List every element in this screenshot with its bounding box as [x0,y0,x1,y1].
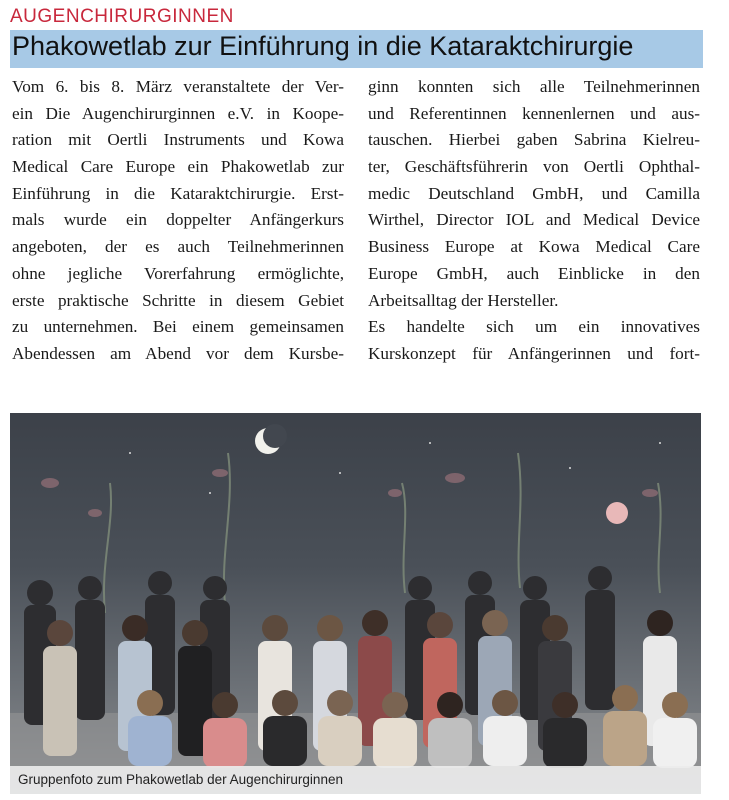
text-line: angeboten, der es auch Teilnehmerinnen [12,237,344,257]
group-photo-illustration [10,413,701,794]
article-column-left [12,74,344,368]
group-photo [10,413,701,794]
article-column-right [368,74,700,368]
text-line: Arbeitsalltag der Hersteller. [368,290,559,310]
text-line: mals wurde ein doppelter Anfängerkurs [12,210,344,230]
photo-caption: Gruppenfoto zum Phakowetlab der Augenchirurginnen [10,766,701,794]
text-line: ration mit Oertli Instruments und Kowa [12,130,344,150]
text-line: ohne jegliche Vorerfahrung ermöglichte, [12,263,344,283]
text-line: zu unternehmen. Bei einem gemeinsamen [12,317,344,337]
text-line: Abendessen am Abend vor dem Kursbe- [12,343,344,363]
text-line: Wirthel, Director IOL and Medical Device [368,210,700,230]
text-line: Medical Care Europe ein Phakowetlab zur [12,157,344,177]
text-line: medic Deutschland GmbH, und Camilla [368,183,700,203]
text-line: erste praktische Schritte in diesem Gebiet [12,290,344,310]
section-label: AUGENCHIRURGINNEN [10,6,234,27]
text-line: ein Die Augenchirurginnen e.V. in Koope- [12,103,344,123]
text-line: Europe GmbH, auch Einblicke in den [368,263,700,283]
text-line: Vom 6. bis 8. März veranstaltete der Ver- [12,77,344,96]
text-line: Kurskonzept für Anfängerinnen und fort- [368,343,700,363]
text-line: Einführung in die Kataraktchirurgie. Erst- [12,183,344,203]
text-line: tauschen. Hierbei gaben Sabrina Kielreu- [368,130,700,150]
text-line: ginn konnten sich alle Teilnehmerinnen [368,77,700,96]
article-title: Phakowetlab zur Einführung in die Kataraktchirurgie [12,31,634,61]
text-line: ter, Geschäftsführerin von Oertli Ophthal- [368,157,700,177]
text-line: Es handelte sich um ein innovatives [368,317,700,337]
sun-icon [606,502,628,524]
text-line: und Referentinnen kennenlernen und aus- [368,103,700,123]
text-line: Business Europe at Kowa Medical Care [368,237,700,257]
